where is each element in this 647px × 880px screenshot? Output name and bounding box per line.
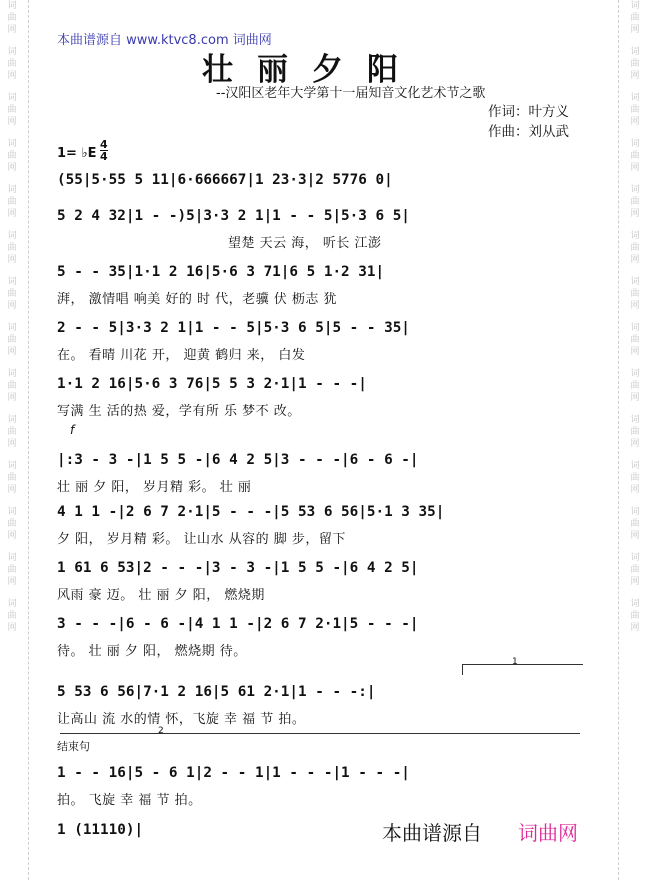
- watermark-char: 词: [7, 93, 17, 103]
- watermark-char: 曲: [7, 59, 17, 69]
- notation-row: |:3 - 3 -|1 5 5 -|6 4 2 5|3 - - -|6 - 6 -|: [57, 452, 419, 468]
- watermark-char: 词: [630, 1, 640, 11]
- watermark-char: 曲: [7, 105, 17, 115]
- right-dashed-margin: [618, 0, 619, 880]
- watermark-char: 曲: [630, 197, 640, 207]
- volta-bracket-1: [462, 664, 583, 675]
- watermark-char: 网: [630, 301, 640, 311]
- watermark-char: 曲: [630, 243, 640, 253]
- song-subtitle: --汉阳区老年大学第十一届知音文化艺术节之歌: [216, 86, 486, 101]
- watermark-char: 曲: [630, 335, 640, 345]
- watermark-char: 曲: [7, 289, 17, 299]
- watermark-char: 曲: [7, 243, 17, 253]
- watermark-char: 词: [7, 507, 17, 517]
- composer-credit: 作曲：刘从武: [488, 124, 569, 140]
- lyric-line: 写满 生 活的热 爱，学有所 乐 梦不 改。: [57, 404, 301, 419]
- lyric-line: 拍。 飞旋 幸 福 节 拍。: [57, 793, 202, 808]
- watermark-char: 曲: [630, 565, 640, 575]
- watermark-char: 词: [630, 231, 640, 241]
- watermark-char: 曲: [7, 151, 17, 161]
- watermark-char: 词: [7, 1, 17, 11]
- watermark-char: 网: [630, 623, 640, 633]
- watermark-char: 词: [630, 139, 640, 149]
- site-header: 本曲谱源自 www.ktvc8.com 词曲网: [57, 33, 272, 48]
- watermark-char: 曲: [630, 105, 640, 115]
- volta-number-1: 1: [512, 657, 518, 667]
- watermark-char: 词: [630, 93, 640, 103]
- watermark-char: 曲: [7, 197, 17, 207]
- watermark-char: 词: [7, 323, 17, 333]
- watermark-char: 词: [630, 47, 640, 57]
- key-signature: 1= ♭E: [57, 146, 97, 161]
- watermark-char: 词: [630, 599, 640, 609]
- watermark-char: 曲: [7, 381, 17, 391]
- watermark-char: 网: [630, 25, 640, 35]
- volta-bracket-2: [60, 733, 580, 744]
- lyricist-credit: 作词：叶方义: [488, 104, 569, 120]
- watermark-char: 词: [630, 277, 640, 287]
- notation-row: 1 - - 16|5 - 6 1|2 - - 1|1 - - -|1 - - -|: [57, 765, 410, 781]
- watermark-char: 词: [7, 277, 17, 287]
- watermark-char: 网: [630, 163, 640, 173]
- watermark-char: 曲: [7, 13, 17, 23]
- left-watermark-column: [4, 0, 20, 880]
- notation-row: 5 2 4 32|1 - -)5|3·3 2 1|1 - - 5|5·3 6 5|: [57, 208, 410, 224]
- watermark-char: 曲: [630, 381, 640, 391]
- watermark-char: 网: [630, 255, 640, 265]
- watermark-char: 网: [7, 117, 17, 127]
- watermark-char: 曲: [630, 59, 640, 69]
- watermark-char: 网: [7, 25, 17, 35]
- watermark-char: 曲: [7, 427, 17, 437]
- watermark-char: 曲: [630, 289, 640, 299]
- footer-site-logo: 词曲网: [518, 821, 578, 845]
- watermark-char: 网: [630, 71, 640, 81]
- watermark-char: 网: [630, 485, 640, 495]
- dynamic-mark: f: [70, 423, 75, 437]
- watermark-char: 词: [7, 599, 17, 609]
- watermark-char: 词: [630, 323, 640, 333]
- footer-source-label: 本曲谱源自: [382, 821, 482, 845]
- lyric-line: 风雨 豪 迈。 壮 丽 夕 阳， 燃烧期: [57, 588, 265, 603]
- watermark-char: 曲: [7, 611, 17, 621]
- watermark-char: 网: [7, 577, 17, 587]
- watermark-char: 网: [630, 117, 640, 127]
- watermark-char: 词: [7, 461, 17, 471]
- watermark-char: 曲: [7, 519, 17, 529]
- watermark-char: 词: [630, 369, 640, 379]
- watermark-char: 曲: [630, 611, 640, 621]
- watermark-char: 曲: [630, 473, 640, 483]
- watermark-char: 词: [7, 369, 17, 379]
- watermark-char: 网: [630, 209, 640, 219]
- notation-row: 1·1 2 16|5·6 3 76|5 5 3 2·1|1 - - -|: [57, 376, 367, 392]
- watermark-char: 网: [7, 163, 17, 173]
- watermark-char: 网: [7, 531, 17, 541]
- notation-row: (55|5·55 5 11|6·666667|1 23·3|2 5776 0|: [57, 172, 393, 188]
- watermark-char: 词: [630, 461, 640, 471]
- watermark-char: 网: [7, 485, 17, 495]
- watermark-char: 网: [630, 439, 640, 449]
- lyric-line: 夕 阳， 岁月精 彩。 让山水 从容的 脚 步，留下: [57, 532, 346, 547]
- song-title: 壮丽夕阳: [202, 52, 422, 88]
- volta-number-2: 2: [158, 726, 164, 736]
- lyric-line: 待。 壮 丽 夕 阳， 燃烧期 待。: [57, 644, 247, 659]
- notation-row: 2 - - 5|3·3 2 1|1 - - 5|5·3 6 5|5 - - 35|: [57, 320, 410, 336]
- watermark-char: 曲: [630, 519, 640, 529]
- watermark-char: 曲: [7, 565, 17, 575]
- notation-row: 1 (11110)|: [57, 822, 144, 838]
- watermark-char: 词: [630, 507, 640, 517]
- watermark-char: 曲: [630, 151, 640, 161]
- watermark-char: 网: [7, 301, 17, 311]
- watermark-char: 网: [7, 255, 17, 265]
- watermark-char: 网: [7, 209, 17, 219]
- watermark-char: 网: [630, 531, 640, 541]
- watermark-char: 网: [630, 393, 640, 403]
- notation-row: 5 53 6 56|7·1 2 16|5 61 2·1|1 - - -:|: [57, 684, 376, 700]
- watermark-char: 曲: [7, 473, 17, 483]
- watermark-char: 网: [7, 393, 17, 403]
- watermark-char: 网: [7, 439, 17, 449]
- watermark-char: 词: [630, 185, 640, 195]
- watermark-char: 网: [7, 623, 17, 633]
- lyric-line: 望楚 天云 海， 听长 江澎: [228, 236, 382, 251]
- notation-row: 3 - - -|6 - 6 -|4 1 1 -|2 6 7 2·1|5 - - -|: [57, 616, 419, 632]
- watermark-char: 曲: [630, 427, 640, 437]
- watermark-char: 词: [7, 139, 17, 149]
- watermark-char: 网: [630, 577, 640, 587]
- watermark-char: 网: [630, 347, 640, 357]
- lyric-line: 在。 看晴 川花 开， 迎黄 鹤归 来， 白发: [57, 348, 306, 363]
- right-watermark-column: [627, 0, 643, 880]
- time-signature-bottom: 4: [100, 150, 108, 163]
- watermark-char: 词: [7, 553, 17, 563]
- notation-row: 5 - - 35|1·1 2 16|5·6 3 71|6 5 1·2 31|: [57, 264, 385, 280]
- watermark-char: 曲: [7, 335, 17, 345]
- watermark-char: 词: [7, 185, 17, 195]
- ending-label: 结束句: [57, 740, 90, 753]
- notation-row: 1 61 6 53|2 - - -|3 - 3 -|1 5 5 -|6 4 2 5|: [57, 560, 419, 576]
- left-dashed-margin: [28, 0, 29, 880]
- watermark-char: 网: [7, 71, 17, 81]
- watermark-char: 词: [630, 415, 640, 425]
- watermark-char: 曲: [630, 13, 640, 23]
- watermark-char: 词: [7, 415, 17, 425]
- lyric-line: 湃， 激情唱 响美 好的 时 代，老骥 伏 枥志 犹: [57, 292, 338, 307]
- time-signature: [100, 139, 108, 162]
- lyric-line: 壮 丽 夕 阳， 岁月精 彩。 壮 丽: [57, 480, 252, 495]
- watermark-char: 词: [7, 47, 17, 57]
- time-signature-top: 4: [100, 138, 108, 151]
- notation-row: 4 1 1 -|2 6 7 2·1|5 - - -|5 53 6 56|5·1 3 35|: [57, 504, 445, 520]
- lyric-line: 让高山 流 水的情 怀，飞旋 幸 福 节 拍。: [57, 712, 306, 727]
- watermark-char: 网: [7, 347, 17, 357]
- watermark-char: 词: [7, 231, 17, 241]
- watermark-char: 词: [630, 553, 640, 563]
